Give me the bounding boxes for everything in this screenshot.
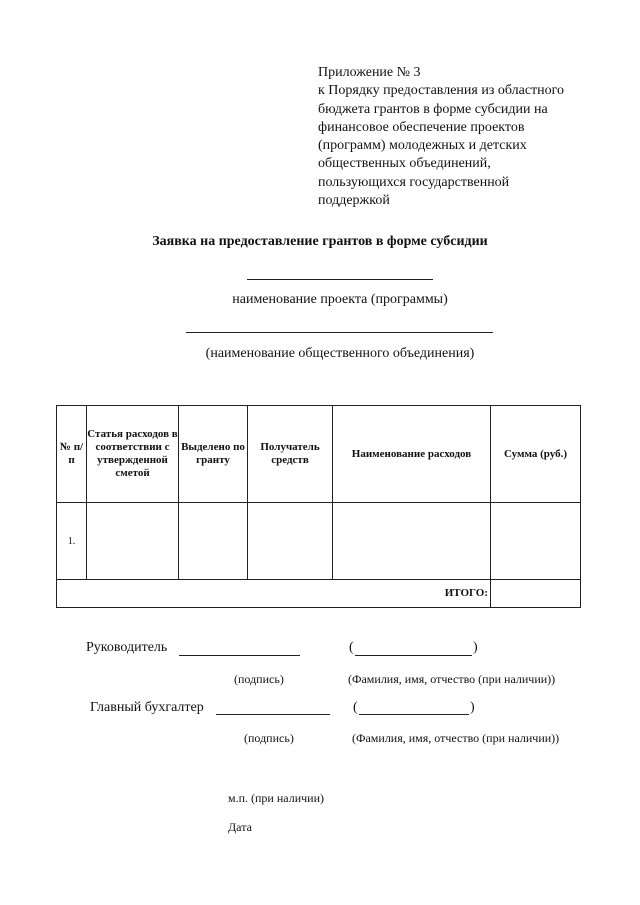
head-signature-line[interactable]: [179, 655, 300, 656]
appendix-line: общественных объединений,: [318, 156, 491, 172]
total-label: ИТОГО:: [57, 580, 491, 608]
total-amount-cell[interactable]: [491, 580, 581, 608]
grant-table: [56, 405, 581, 608]
org-name-line[interactable]: [186, 332, 493, 333]
appendix-line: поддержкой: [318, 193, 390, 209]
appendix-line: к Порядку предоставления из областного: [318, 83, 565, 99]
cell-allocated[interactable]: [179, 503, 248, 580]
col-header-allocated: Выделено по гранту: [179, 406, 248, 503]
head-label: Руководитель: [86, 640, 168, 655]
accountant-close-paren: ): [470, 700, 475, 715]
appendix-header: [318, 64, 618, 210]
col-header-num: № п/п: [57, 406, 87, 503]
col-header-recipient: Получатель средств: [248, 406, 333, 503]
org-caption: (наименование общественного объединения): [205, 346, 475, 361]
head-name-caption: (Фамилия, имя, отчество (при наличии)): [348, 672, 556, 686]
total-row: [57, 580, 581, 608]
cell-amount[interactable]: [491, 503, 581, 580]
appendix-line: финансовое обеспечение проектов: [318, 119, 525, 135]
appendix-line: Приложение № 3: [318, 65, 421, 80]
appendix-line: пользующихся государственной: [318, 174, 510, 190]
accountant-name-caption: (Фамилия, имя, отчество (при наличии)): [352, 731, 560, 745]
project-caption: наименование проекта (программы): [232, 292, 448, 307]
col-header-expense-name: Наименование расходов: [333, 406, 491, 503]
document-title: Заявка на предоставление грантов в форме субсидии: [152, 234, 488, 249]
head-close-paren: ): [473, 640, 478, 655]
cell-recipient[interactable]: [248, 503, 333, 580]
col-header-amount: Сумма (руб.): [491, 406, 581, 503]
cell-expense-name[interactable]: [333, 503, 491, 580]
accountant-name-line[interactable]: [359, 714, 469, 715]
date-label: Дата: [228, 820, 252, 834]
head-sign-caption: (подпись): [234, 672, 284, 686]
row-num: 1.: [57, 503, 87, 580]
appendix-line: бюджета грантов в форме субсидии на: [318, 101, 548, 117]
head-name-line[interactable]: [355, 655, 472, 656]
appendix-line: (программ) молодежных и детских: [318, 138, 527, 154]
table-row: [57, 503, 581, 580]
accountant-signature-line[interactable]: [216, 714, 330, 715]
col-header-article: Статья расходов в соответствии с утвержденной сметой: [87, 406, 179, 503]
table-header-row: [57, 406, 581, 503]
accountant-sign-caption: (подпись): [244, 731, 294, 745]
accountant-open-paren: (: [353, 700, 358, 715]
project-name-line[interactable]: [247, 279, 433, 280]
cell-article[interactable]: [87, 503, 179, 580]
head-open-paren: (: [349, 640, 354, 655]
accountant-label: Главный бухгалтер: [90, 700, 204, 715]
stamp-label: м.п. (при наличии): [228, 791, 324, 805]
